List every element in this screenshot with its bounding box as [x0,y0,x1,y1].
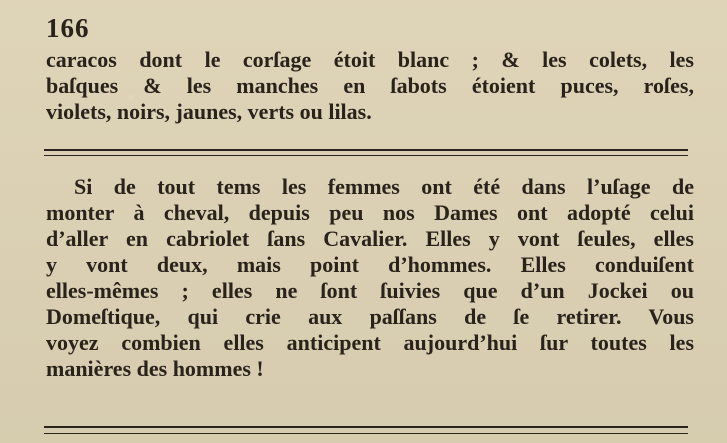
paragraph-1-line-1: caracos dont le corſage étoit blanc ; & les colets, les [46,47,694,72]
paragraph-1-line-3: violets, noirs, jaunes, verts ou lilas. [46,99,372,124]
paragraph-2-line-3: d’aller en cabriolet ſans Cavalier. Elles y vont ſeules, elles [46,226,694,251]
section-divider-top [44,149,688,151]
paragraph-2-line-7: voyez combien elles anticipent aujourd’hui ſur toutes les [46,330,694,355]
paragraph-2-line-4: y vont deux, mais point d’hommes. Elles conduiſent [46,252,694,277]
page-number: 166 [46,13,90,43]
paragraph-2-line-2: monter à cheval, depuis peu nos Dames ont adopté celui [46,200,694,225]
paragraph-1-line-2: baſques & les manches en ſabots étoient puces, roſes, [46,73,694,98]
paragraph-1 [46,47,694,125]
paragraph-2-line-6: Domeſtique, qui crie aux paſſans de ſe retirer. Vous [46,304,694,329]
paragraph-2 [46,174,694,382]
section-divider-bottom [44,426,688,428]
paragraph-2-line-5: elles-mêmes ; elles ne ſont ſuivies que d’un Jockei ou [46,278,694,303]
paragraph-2-line-1: Si de tout tems les femmes ont été dans l’uſage de [74,174,694,199]
paragraph-2-line-8: manières des hommes ! [46,356,264,381]
